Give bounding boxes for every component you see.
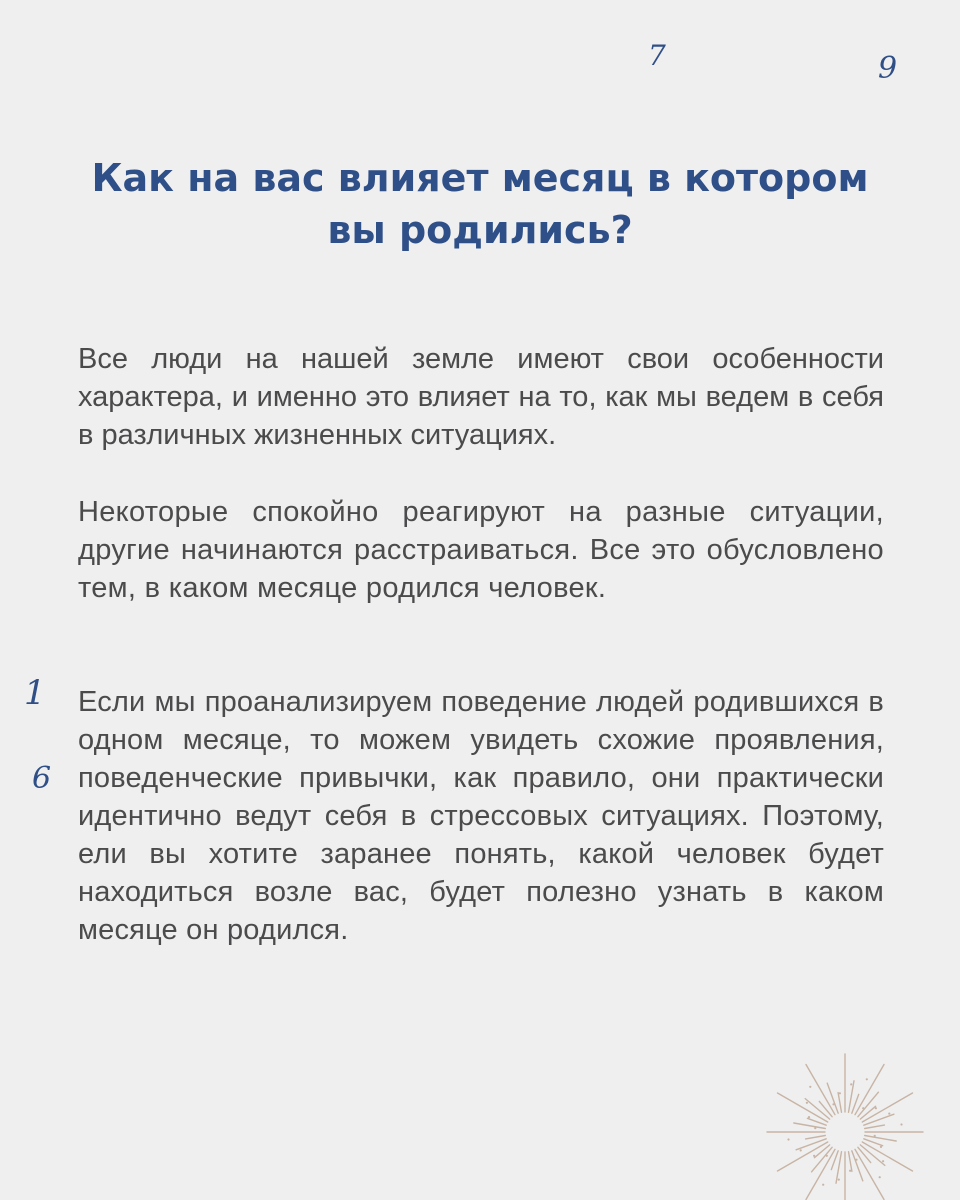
sun-dot (879, 1176, 881, 1178)
sun-ray (827, 1083, 838, 1113)
decorative-number-left-2: 6 (32, 761, 52, 796)
sun-dot (882, 1160, 884, 1162)
decorative-number-top-1: 7 (648, 39, 666, 72)
sun-ray (806, 1136, 826, 1139)
sun-ray (778, 1093, 828, 1122)
sun-dot (808, 1116, 810, 1118)
sun-dot (787, 1138, 789, 1140)
sun-ray (838, 1093, 841, 1113)
sun-ray (862, 1142, 912, 1171)
sun-ray (862, 1093, 912, 1122)
sun-dot (888, 1113, 890, 1115)
sun-dot (838, 1179, 840, 1181)
paragraph-intro: Все люди на нашей земле имеют свои особенности характера, и именно это влияет на то, как мы ведем в себя в различных жизненных ситуациях. (78, 343, 884, 451)
sun-ray (858, 1147, 871, 1162)
sun-ray (849, 1152, 852, 1172)
sun-dot (806, 1102, 808, 1104)
sun-dot (832, 1103, 834, 1105)
sun-dot (809, 1086, 811, 1088)
sun-dot (814, 1127, 816, 1129)
sun-ray (819, 1101, 832, 1116)
sun-ray (778, 1142, 828, 1171)
sun-ray (806, 1149, 835, 1199)
sun-dot (849, 1170, 851, 1172)
sun-ray (865, 1125, 885, 1128)
sun-dot (800, 1149, 802, 1151)
sun-ray (852, 1151, 863, 1181)
sun-dot (862, 1107, 864, 1109)
sun-ray (855, 1149, 884, 1199)
decorative-number-top-2: 9 (878, 51, 898, 86)
sun-dot (880, 1146, 882, 1148)
sun-dot (875, 1107, 877, 1109)
sun-ray (796, 1139, 826, 1150)
sun-dot (813, 1155, 815, 1157)
sun-dot (874, 1135, 876, 1137)
sun-dot (855, 1159, 857, 1161)
sunburst-icon (760, 1050, 930, 1200)
sun-dot (822, 1184, 824, 1186)
sun-dot (839, 1092, 841, 1094)
decorative-number-left-1: 1 (24, 673, 46, 713)
sun-dot (866, 1078, 868, 1080)
sun-ray (864, 1114, 894, 1125)
sun-ray (806, 1065, 835, 1115)
paragraph-analysis: Если мы проанализируем поведение людей родившихся в одном месяце, то можем увидеть схожие проявления, поведенческие привычки, как правило, они практически идентично ведут себя в стрессовых ситуациях. Поэтому, ели вы хотите заранее понять, какой человек будет находиться возле вас, будет полезно узнать в каком месяце он родился. (78, 686, 884, 946)
page-title: Как на вас влияет месяц в котором вы родились? (91, 156, 869, 252)
sun-dot (900, 1123, 902, 1125)
sun-ray (855, 1065, 884, 1115)
sun-dot (826, 1155, 828, 1157)
sun-dot (850, 1083, 852, 1085)
paragraph-reactions: Некоторые спокойно реагируют на разные ситуации, другие начинаются расстраиваться. Все это обусловлено тем, в каком месяце родился человек. (78, 496, 884, 604)
